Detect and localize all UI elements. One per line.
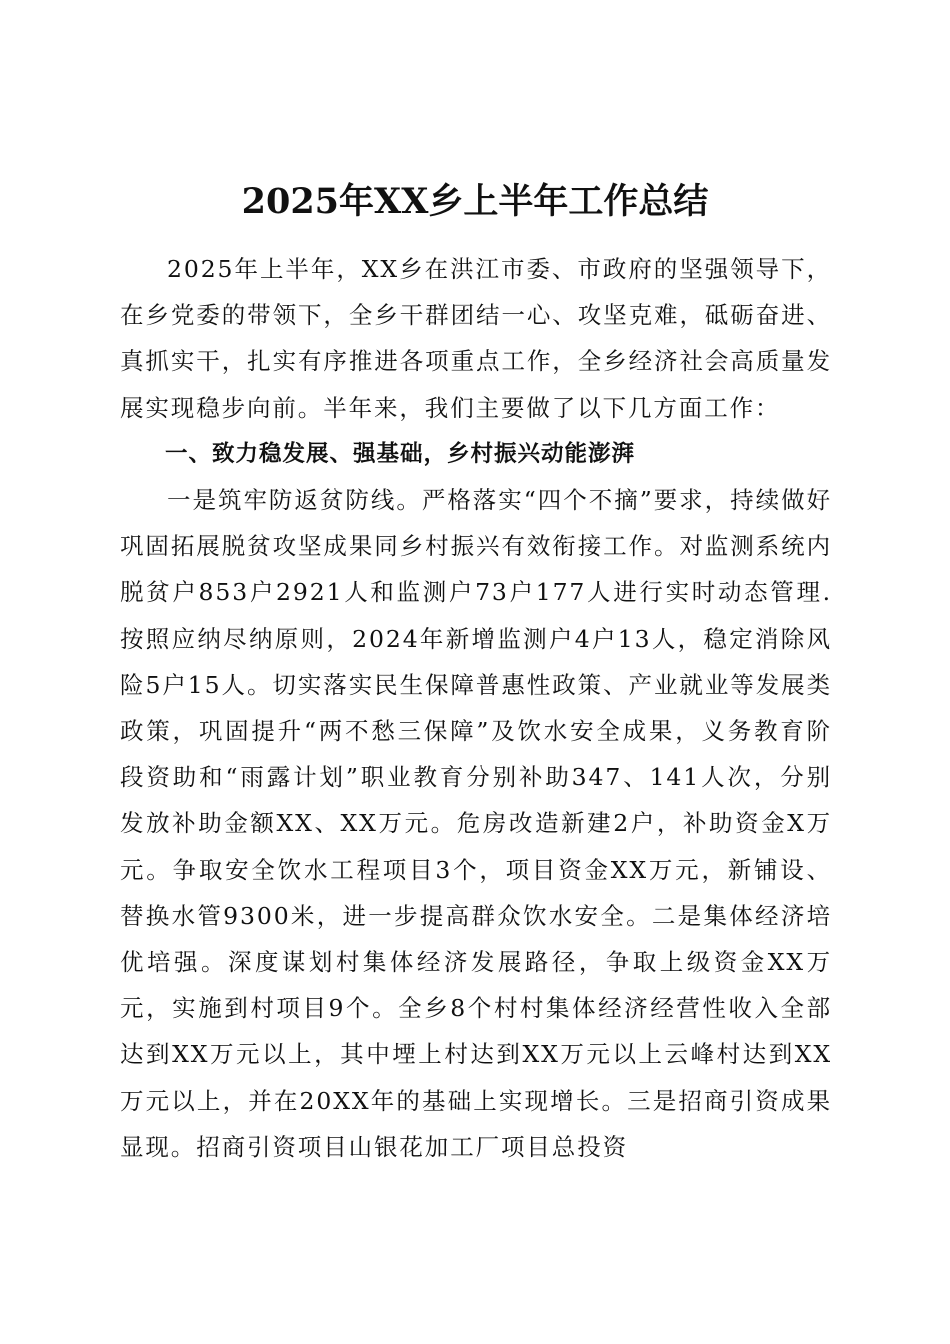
document-title: 2025年XX乡上半年工作总结 [241, 181, 709, 222]
section-heading: 一、致力稳发展、强基础，乡村振兴动能澎湃 [165, 440, 636, 467]
document-body [120, 246, 832, 1170]
intro-paragraph: 2025年上半年，XX乡在洪江市委、市政府的坚强领导下，在乡党委的带领下，全乡干群团结一心、攻坚克难，砥砺奋进、真抓实干，扎实有序推进各项重点工作，全乡经济社会高质量发展实现稳步向前。半年来，我们主要做了以下几方面工作： [120, 255, 832, 422]
section-paragraph: 一是筑牢防返贫防线。严格落实“四个不摘”要求，持续做好巩固拓展脱贫攻坚成果同乡村振兴有效衔接工作。对监测系统内脱贫户853户2921人和监测户73户177人进行实时动态管理.按照应纳尽纳原则，2024年新增监测户4户13人，稳定消除风险5户15人。切实落实民生保障普惠性政策、产业就业等发展类政策，巩固提升“两不愁三保障”及饮水安全成果，义务教育阶段资助和“雨露计划”职业教育分别补助347、141人次，分别发放补助金额XX、XX万元。危房改造新建2户，补助资金X万元。争取安全饮水工程项目3个，项目资金XX万元，新铺设、替换水管9300米，进一步提高群众饮水安全。二是集体经济培优培强。深度谋划村集体经济发展路径，争取上级资金XX万元，实施到村项目9个。全乡8个村村集体经济经营性收入全部达到XX万元以上，其中堙上村达到XX万元以上云峰村达到XX万元以上，并在20XX年的基础上实现增长。三是招商引资成果显现。招商引资项目山银花加工厂项目总投资 [120, 486, 832, 1161]
